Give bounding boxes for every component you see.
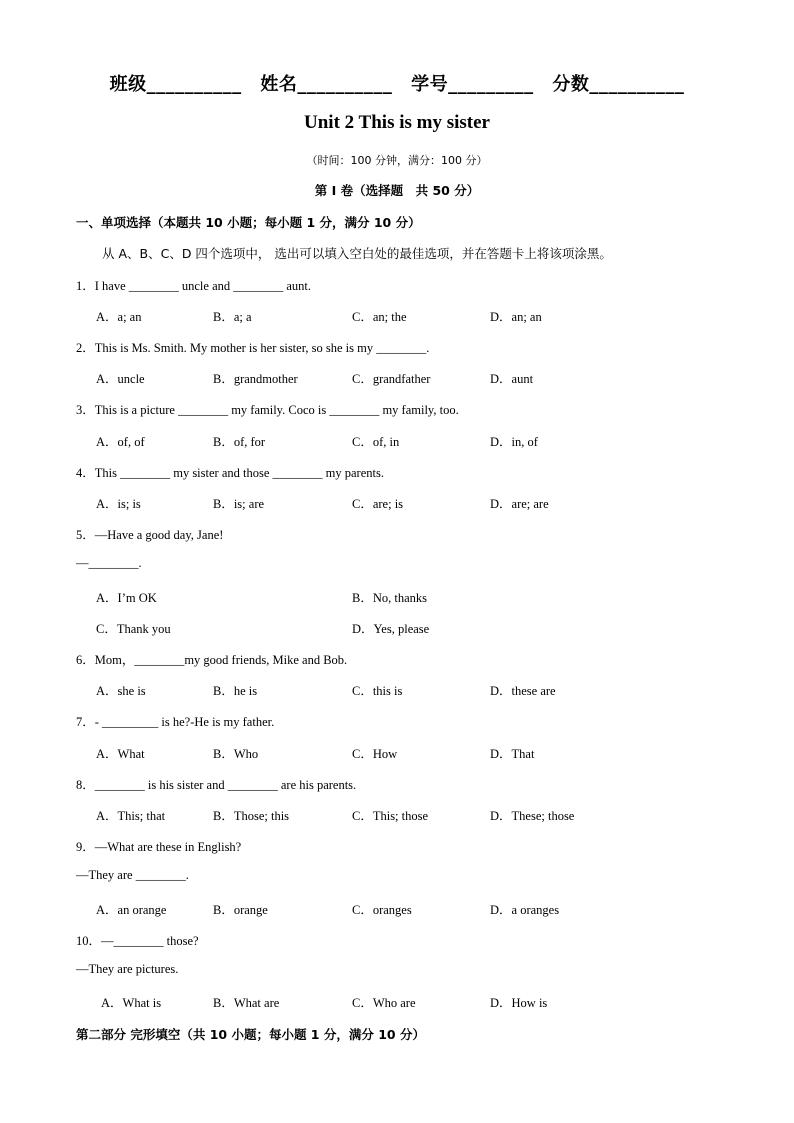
question-5-stem: 5．—Have a good day, Jane! [76, 528, 224, 542]
option-b[interactable]: B．he is [213, 684, 258, 698]
student-id-field[interactable]: 学号_________ [411, 74, 534, 95]
option-c[interactable]: C．oranges [352, 903, 412, 917]
option-c[interactable]: C．this is [352, 684, 403, 698]
option-d[interactable]: D．That [490, 747, 535, 761]
option-c[interactable]: C．an; the [352, 310, 407, 324]
question-9-options [0, 900, 794, 918]
volume-title: 第 I 卷（选择题 共 50 分） [314, 183, 480, 198]
option-a[interactable]: A．an orange [96, 903, 167, 917]
option-a[interactable]: A．is; is [96, 497, 141, 511]
question-6-stem: 6．Mom，________my good friends, Mike and Bob. [76, 653, 348, 667]
option-d[interactable]: D．a oranges [490, 903, 560, 917]
question-3-options [0, 432, 794, 450]
option-b[interactable]: B．is; are [213, 497, 265, 511]
question-9-answer-line: —They are ________. [76, 868, 189, 882]
question-5-answer-line: —________. [76, 556, 142, 570]
student-info-header [0, 70, 794, 96]
option-c[interactable]: C．How [352, 747, 398, 761]
option-d[interactable]: D．in, of [490, 435, 538, 449]
question-2-stem: 2．This is Ms. Smith. My mother is her sister, so she is my ________. [76, 341, 430, 355]
exam-time-info: （时间：100 分钟，满分：100 分） [306, 154, 488, 167]
option-c[interactable]: C．Thank you [96, 622, 171, 636]
question-1-stem: 1．I have ________ uncle and ________ aunt. [76, 279, 312, 293]
question-2-options [0, 369, 794, 387]
question-1-options [0, 307, 794, 325]
option-c[interactable]: C．Who are [352, 996, 416, 1010]
option-b[interactable]: B．No, thanks [352, 591, 428, 605]
option-b[interactable]: B．of, for [213, 435, 266, 449]
section-1-title: 一、单项选择（本题共 10 小题；每小题 1 分，满分 10 分） [76, 215, 421, 230]
question-10-answer-line: —They are pictures. [76, 962, 179, 976]
section-1-instruction: 从 A、B、C、D 四个选项中， 选出可以填入空白处的最佳选项，并在答题卡上将该项涂黑。 [102, 246, 612, 261]
question-5-options-row-2 [0, 619, 794, 637]
section-2-title: 第二部分 完形填空（共 10 小题；每小题 1 分，满分 10 分） [76, 1027, 425, 1042]
question-6-options [0, 681, 794, 699]
option-a[interactable]: A．What is [101, 996, 162, 1010]
question-8-stem: 8．________ is his sister and ________ are his parents. [76, 778, 357, 792]
option-b[interactable]: B．a; a [213, 310, 252, 324]
option-a[interactable]: A．uncle [96, 372, 145, 386]
question-4-options [0, 494, 794, 512]
option-a[interactable]: A．a; an [96, 310, 142, 324]
question-9-stem: 9．—What are these in English? [76, 840, 242, 854]
option-b[interactable]: B．Who [213, 747, 259, 761]
option-c[interactable]: C．are; is [352, 497, 404, 511]
option-b[interactable]: B．grandmother [213, 372, 298, 386]
option-b[interactable]: B．orange [213, 903, 268, 917]
name-field[interactable]: 姓名__________ [260, 74, 393, 95]
class-field[interactable]: 班级__________ [109, 74, 242, 95]
option-b[interactable]: B．What are [213, 996, 280, 1010]
option-b[interactable]: B．Those; this [213, 809, 290, 823]
option-d[interactable]: D．an; an [490, 310, 542, 324]
option-c[interactable]: C．This; those [352, 809, 429, 823]
option-a[interactable]: A．of, of [96, 435, 145, 449]
option-a[interactable]: A．she is [96, 684, 146, 698]
option-d[interactable]: D．How is [490, 996, 548, 1010]
option-a[interactable]: A．This; that [96, 809, 166, 823]
question-5-options-row-1 [0, 588, 794, 606]
page-title: Unit 2 This is my sister [304, 112, 490, 133]
option-c[interactable]: C．grandfather [352, 372, 431, 386]
option-c[interactable]: C．of, in [352, 435, 400, 449]
question-7-stem: 7．- _________ is he?-He is my father. [76, 715, 275, 729]
option-d[interactable]: D．aunt [490, 372, 534, 386]
option-a[interactable]: A．I’m OK [96, 591, 157, 605]
question-8-options [0, 806, 794, 824]
question-10-options [0, 993, 794, 1011]
option-d[interactable]: D．these are [490, 684, 556, 698]
option-d[interactable]: D．Yes, please [352, 622, 430, 636]
question-4-stem: 4．This ________ my sister and those ________ my parents. [76, 466, 384, 480]
question-10-stem: 10．—________ those? [76, 934, 199, 948]
score-field[interactable]: 分数__________ [552, 74, 685, 95]
option-a[interactable]: A．What [96, 747, 145, 761]
option-d[interactable]: D．These; those [490, 809, 575, 823]
question-3-stem: 3．This is a picture ________ my family. Coco is ________ my family, too. [76, 403, 459, 417]
question-7-options [0, 744, 794, 762]
option-d[interactable]: D．are; are [490, 497, 549, 511]
